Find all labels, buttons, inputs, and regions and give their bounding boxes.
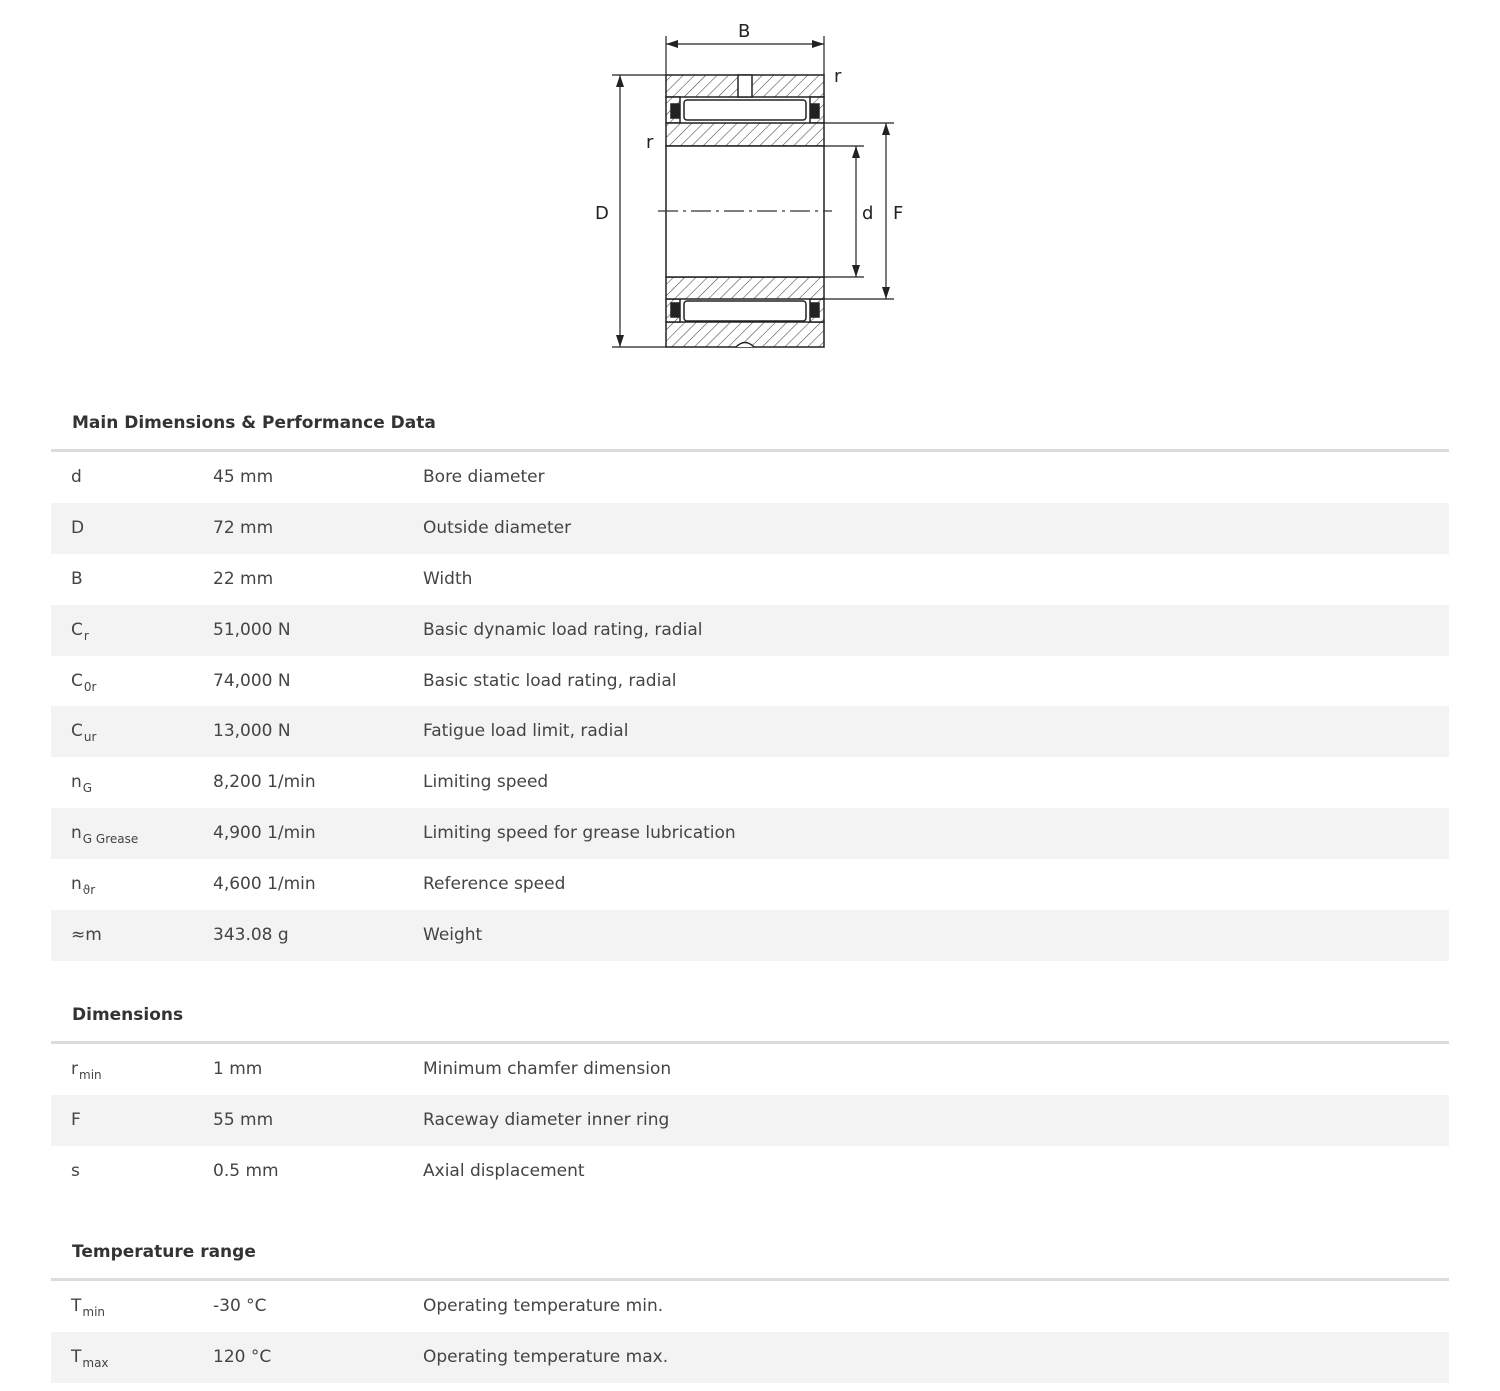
row-description: Bore diameter [423,467,545,487]
row-description: Reference speed [423,874,566,895]
row-symbol [71,656,96,708]
row-description: Basic static load rating, radial [423,670,677,691]
outer-diameter-dimension [612,75,666,347]
row-description: Basic dynamic load rating, radial [423,619,703,640]
main-dimensions-section [51,394,1449,961]
table-row [51,1044,1449,1095]
row-symbol [71,452,82,503]
table-row [51,1281,1449,1332]
row-description: Operating temperature max. [423,1346,669,1367]
label-D: D [595,203,609,224]
symbol-main: n [71,772,82,793]
dimensions-section [51,986,1449,1197]
row-value: 1 mm [213,1059,263,1079]
symbol-subscript: r [83,628,89,643]
row-symbol [71,1281,105,1333]
symbol-subscript: max [82,1355,109,1370]
symbol-main: s [71,1160,80,1181]
table-row [51,503,1449,554]
symbol-subscript: min [82,1305,106,1319]
temperature-range-section [51,1223,1449,1383]
table-row [51,808,1449,859]
section-title: Temperature range [51,1223,1449,1281]
row-description: Minimum chamfer dimension [423,1059,672,1079]
row-description: Axial displacement [423,1160,585,1181]
raceway-diameter-dimension [824,123,894,299]
row-value: 55 mm [213,1109,274,1130]
row-symbol [71,554,83,605]
table-row [51,910,1449,961]
row-symbol [71,1044,102,1096]
label-r-left: r [646,132,654,153]
symbol-main: D [71,517,85,538]
section-title: Dimensions [51,986,1449,1044]
width-dimension [666,36,824,76]
symbol-subscript: G [82,781,93,796]
row-value: 0.5 mm [213,1160,279,1181]
table-row [51,706,1449,757]
row-symbol [71,1095,81,1146]
row-symbol [71,605,89,657]
table-row [51,757,1449,808]
row-value: 343.08 g [213,925,289,946]
table-row [51,452,1449,503]
row-value: 120 °C [213,1346,272,1367]
row-symbol [71,1332,109,1384]
table-row [51,554,1449,605]
symbol-subscript: 0r [83,679,97,694]
row-description: Operating temperature min. [423,1296,664,1316]
symbol-subscript: ur [83,730,97,745]
row-value: 74,000 N [213,670,291,691]
symbol-subscript: G Grease [82,832,139,847]
row-value: 22 mm [213,568,274,589]
symbol-main: d [71,467,82,487]
label-d: d [862,203,874,224]
table-row [51,1332,1449,1383]
row-value: 13,000 N [213,721,291,742]
symbol-main: T [71,1346,82,1367]
row-symbol [71,1146,80,1197]
symbol-main: n [71,874,82,895]
table-row [51,1095,1449,1146]
row-value: 8,200 1/min [213,772,316,793]
symbol-main: ≈m [71,925,102,946]
row-value: -30 °C [213,1296,267,1316]
row-description: Outside diameter [423,517,572,538]
row-value: 4,900 1/min [213,823,316,844]
row-description: Raceway diameter inner ring [423,1109,670,1130]
symbol-subscript: min [79,1068,102,1082]
row-description: Width [423,568,473,589]
table-row [51,656,1449,707]
row-description: Limiting speed for grease lubrication [423,823,736,844]
row-description: Fatigue load limit, radial [423,721,629,742]
table-row [51,859,1449,910]
row-description: Weight [423,925,483,946]
symbol-subscript: ϑr [82,883,96,898]
symbol-main: r [71,1059,78,1079]
row-symbol [71,757,92,809]
label-F: F [893,203,904,224]
symbol-main: C [71,670,83,691]
symbol-main: n [71,823,82,844]
symbol-main: F [71,1109,81,1130]
symbol-main: C [71,721,83,742]
row-symbol [71,706,96,758]
row-value: 51,000 N [213,619,291,640]
row-value: 4,600 1/min [213,874,316,895]
row-description: Limiting speed [423,772,549,793]
row-value: 72 mm [213,517,274,538]
table-row [51,605,1449,656]
symbol-main: T [71,1296,82,1316]
symbol-main: C [71,619,83,640]
table-row [51,1146,1449,1197]
row-symbol [71,859,95,911]
section-title: Main Dimensions & Performance Data [51,394,1449,452]
symbol-main: B [71,568,83,589]
row-symbol [71,808,138,860]
bearing-cross-section-drawing [590,18,920,358]
row-value: 45 mm [213,467,274,487]
label-r-top: r [834,66,842,87]
row-symbol [71,503,84,554]
row-symbol [71,910,102,961]
label-B: B [738,21,751,42]
